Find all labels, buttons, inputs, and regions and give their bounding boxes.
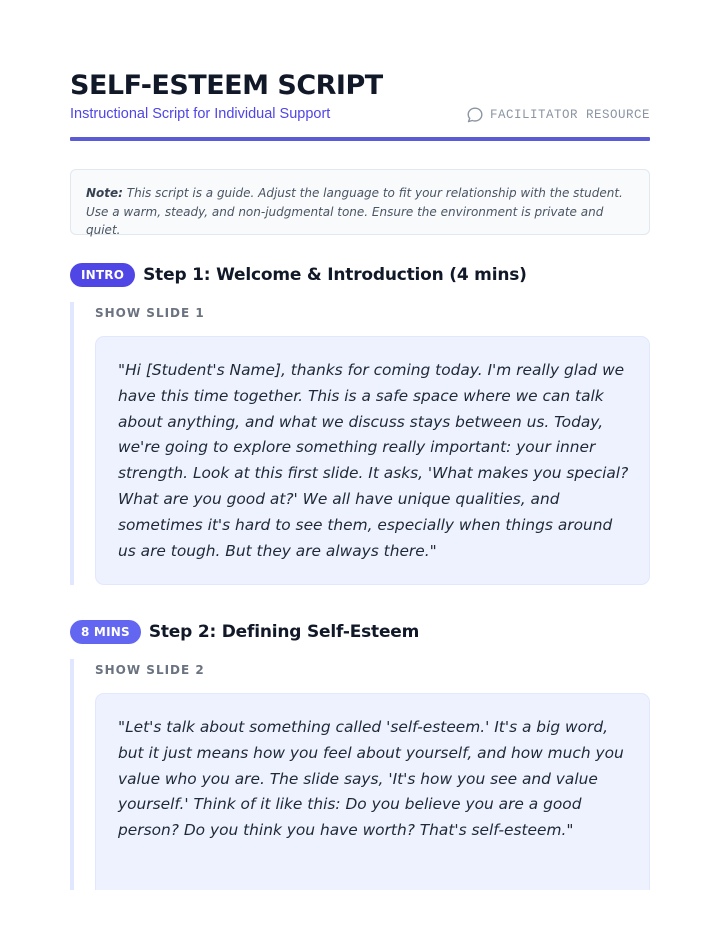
step-2-badge: 8 MINS (70, 620, 141, 644)
step-1-slide-label: SHOW SLIDE 1 (95, 306, 205, 320)
step-2 (70, 619, 650, 840)
step-1-script: "Hi [Student's Name], thanks for coming today. I'm really glad we have this time together. This is a safe space where we can talk about anything, and what we discuss stays between us. Today, we're going to explore something really important: your inner strength. Look at this first slide. It asks, 'What makes you special? What are you good at?' We all have unique qualities, and sometimes it's hard to see them, especially when things around us are tough. But they are always there." (95, 336, 650, 585)
step-1 (70, 262, 650, 560)
note-label: Note: (86, 186, 123, 200)
step-2-body (70, 659, 650, 890)
document-header (70, 70, 650, 142)
step-1-heading (70, 262, 650, 288)
step-2-heading (70, 619, 650, 645)
step-2-title: Step 2: Defining Self-Esteem (148, 622, 420, 642)
speech-bubble-icon (466, 106, 484, 124)
header-divider (70, 137, 650, 141)
step-1-badge: INTRO (70, 263, 135, 287)
page-subtitle: Instructional Script for Individual Support (70, 106, 331, 122)
facilitator-resource-label: FACILITATOR RESOURCE (489, 108, 650, 122)
note-text: This script is a guide. Adjust the language to fit your relationship with the student. Use a warm, steady, and non-judgmental tone. Ensure the environment is private and quiet. (86, 186, 623, 237)
script-page (70, 0, 650, 890)
facilitator-resource-tag (466, 106, 650, 124)
facilitator-note (70, 169, 650, 235)
step-1-body (70, 302, 650, 585)
page-title: SELF-ESTEEM SCRIPT (70, 70, 383, 101)
step-1-title: Step 1: Welcome & Introduction (4 mins) (143, 265, 527, 285)
step-2-script: "Let's talk about something called 'self-esteem.' It's a big word, but it just means how you feel about yourself, and how much you value who you are. The slide says, 'It's how you see and value yourself.' Think of it like this: Do you believe you are a good person? Do you think you have worth? That's self-esteem." (95, 693, 650, 890)
step-2-slide-label: SHOW SLIDE 2 (95, 663, 205, 677)
